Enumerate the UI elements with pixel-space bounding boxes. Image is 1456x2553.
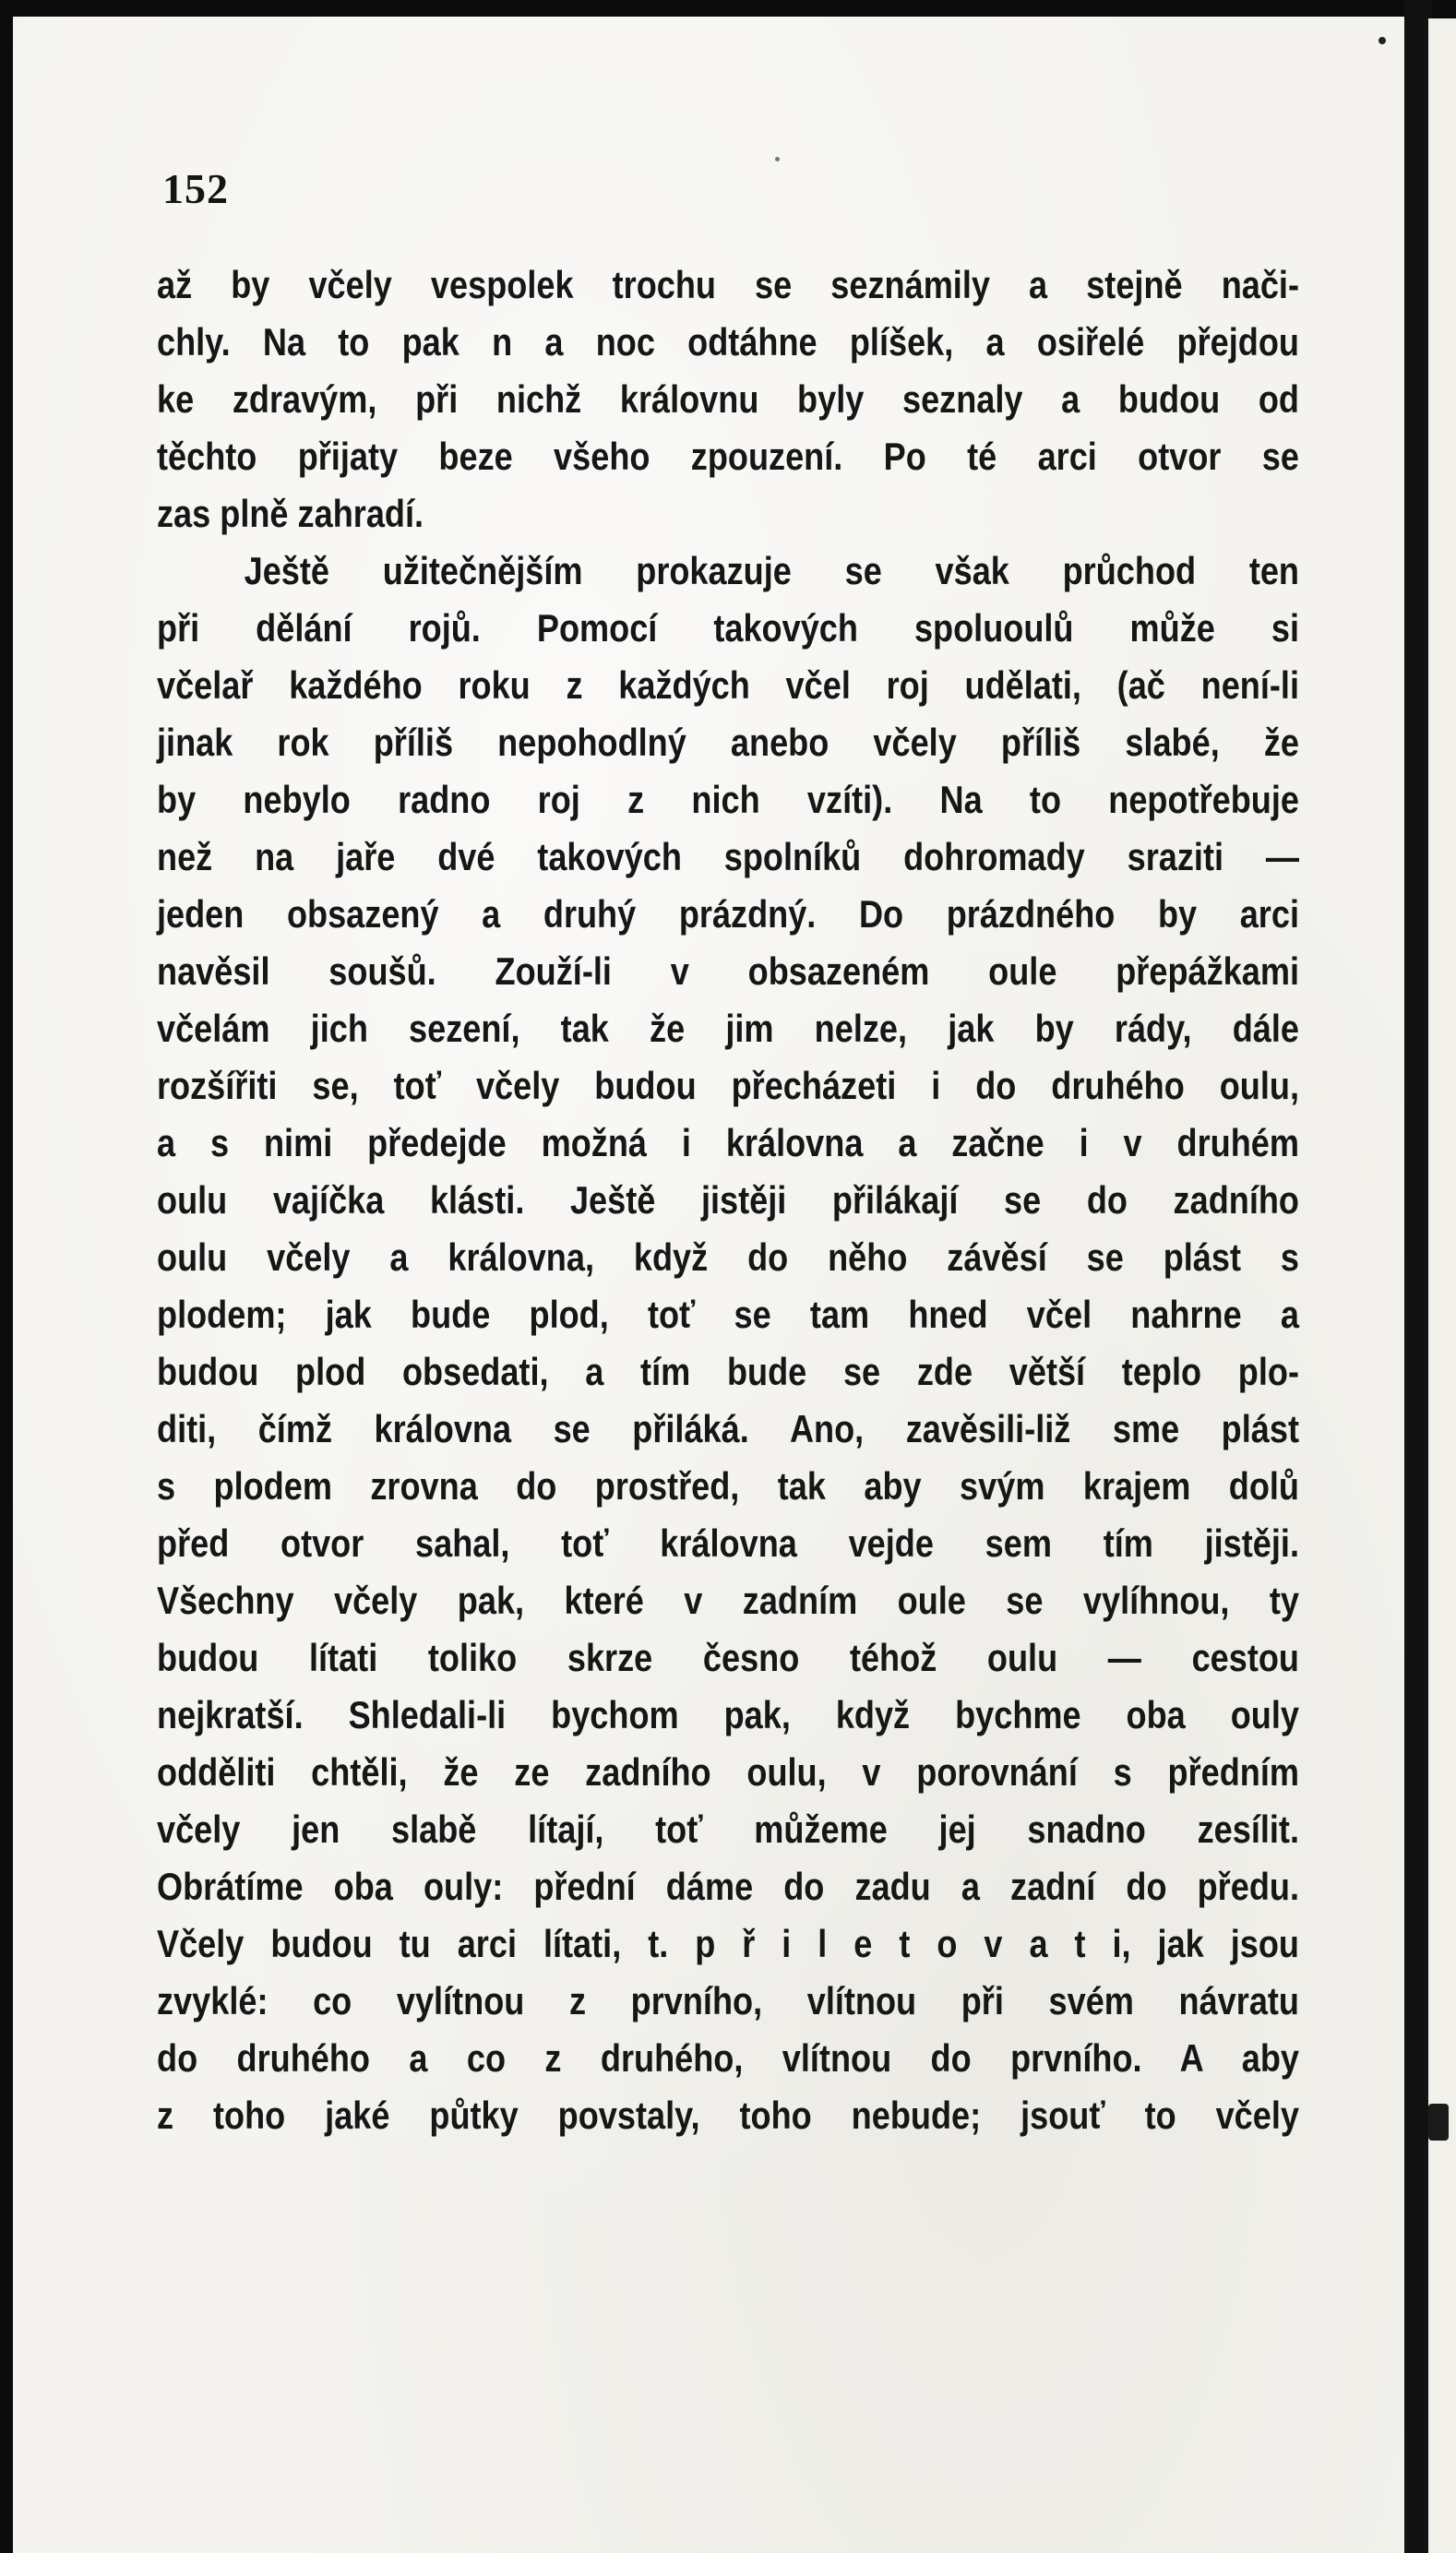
text-line: s plodem zrovna do prostřed, tak aby svým krajem dolů [157, 1464, 1299, 1508]
text-line: odděliti chtěli, že ze zadního oulu, v porovnání s předním [157, 1750, 1299, 1794]
binding-mark [1428, 2104, 1449, 2141]
text-line: Obrátíme oba ouly: přední dáme do zadu a zadní do předu. [157, 1865, 1299, 1908]
text-line: až by včely vespolek trochu se seznámily a stejně nači- [157, 263, 1299, 306]
text-line: budou lítati toliko skrze česno téhož oulu — cestou [157, 1636, 1299, 1679]
text-line: včelám jich sezení, tak že jim nelze, jak by rády, dále [157, 1007, 1299, 1050]
text-line: Včely budou tu arci lítati, t. p ř i l e t o v a t i, jak jsou [157, 1922, 1299, 1965]
dust-speck [775, 157, 780, 161]
text-line: do druhého a co z druhého, vlítnou do prvního. A aby [157, 2036, 1299, 2080]
text-line: Ještě užitečnějším prokazuje se však průchod ten [244, 549, 1299, 592]
text-line: zas plně zahradí. [157, 492, 424, 535]
text-line: včelař každého roku z každých včel roj udělati, (ač není-li [157, 663, 1299, 707]
body-text [157, 256, 1299, 2144]
text-line: diti, čímž královna se přiláká. Ano, zavěsili-liž sme plást [157, 1407, 1299, 1450]
text-line: Všechny včely pak, které v zadním oule se vylíhnou, ty [157, 1579, 1299, 1622]
text-line: jinak rok příliš nepohodlný anebo včely příliš slabé, že [157, 721, 1299, 764]
page-number: 152 [162, 165, 229, 212]
dust-speck [1378, 37, 1386, 44]
text-line: než na jaře dvé takových spolníků dohromady sraziti — [157, 835, 1299, 878]
text-line: z toho jaké půtky povstaly, toho nebude; jsouť to včely [157, 2094, 1299, 2137]
text-line: rozšířiti se, toť včely budou přecházeti i do druhého oulu, [157, 1064, 1299, 1107]
text-line: jeden obsazený a druhý prázdný. Do prázdného by arci [157, 892, 1299, 936]
text-line: při dělání rojů. Pomocí takových spoluoulů může si [157, 606, 1299, 650]
text-line: oulu včely a královna, když do něho závěsí se plást s [157, 1235, 1299, 1279]
text-line: navěsil soušů. Zouží-li v obsazeném oule přepážkami [157, 949, 1299, 993]
text-line: včely jen slabě lítají, toť můžeme jej snadno zesílit. [157, 1807, 1299, 1851]
text-line: ke zdravým, při nichž královnu byly seznaly a budou od [157, 377, 1299, 421]
text-line: by nebylo radno roj z nich vzíti). Na to nepotřebuje [157, 778, 1299, 821]
adjacent-page-strip [1428, 18, 1456, 2553]
text-line: nejkratší. Shledali-li bychom pak, když bychme oba ouly [157, 1693, 1299, 1736]
text-line: chly. Na to pak n a noc odtáhne plíšek, a osiřelé přejdou [157, 320, 1299, 364]
text-line: budou plod obsedati, a tím bude se zde větší teplo plo- [157, 1350, 1299, 1393]
text-line: těchto přijaty beze všeho zpouzení. Po té arci otvor se [157, 435, 1299, 478]
text-line: plodem; jak bude plod, toť se tam hned včel nahrne a [157, 1293, 1299, 1336]
text-line: a s nimi předejde možná i královna a začne i v druhém [157, 1121, 1299, 1164]
text-line: zvyklé: co vylítnou z prvního, vlítnou při svém návratu [157, 1979, 1299, 2022]
text-line: před otvor sahal, toť královna vejde sem tím jistěji. [157, 1521, 1299, 1565]
text-line: oulu vajíčka klásti. Ještě jistěji přilákají se do zadního [157, 1178, 1299, 1222]
